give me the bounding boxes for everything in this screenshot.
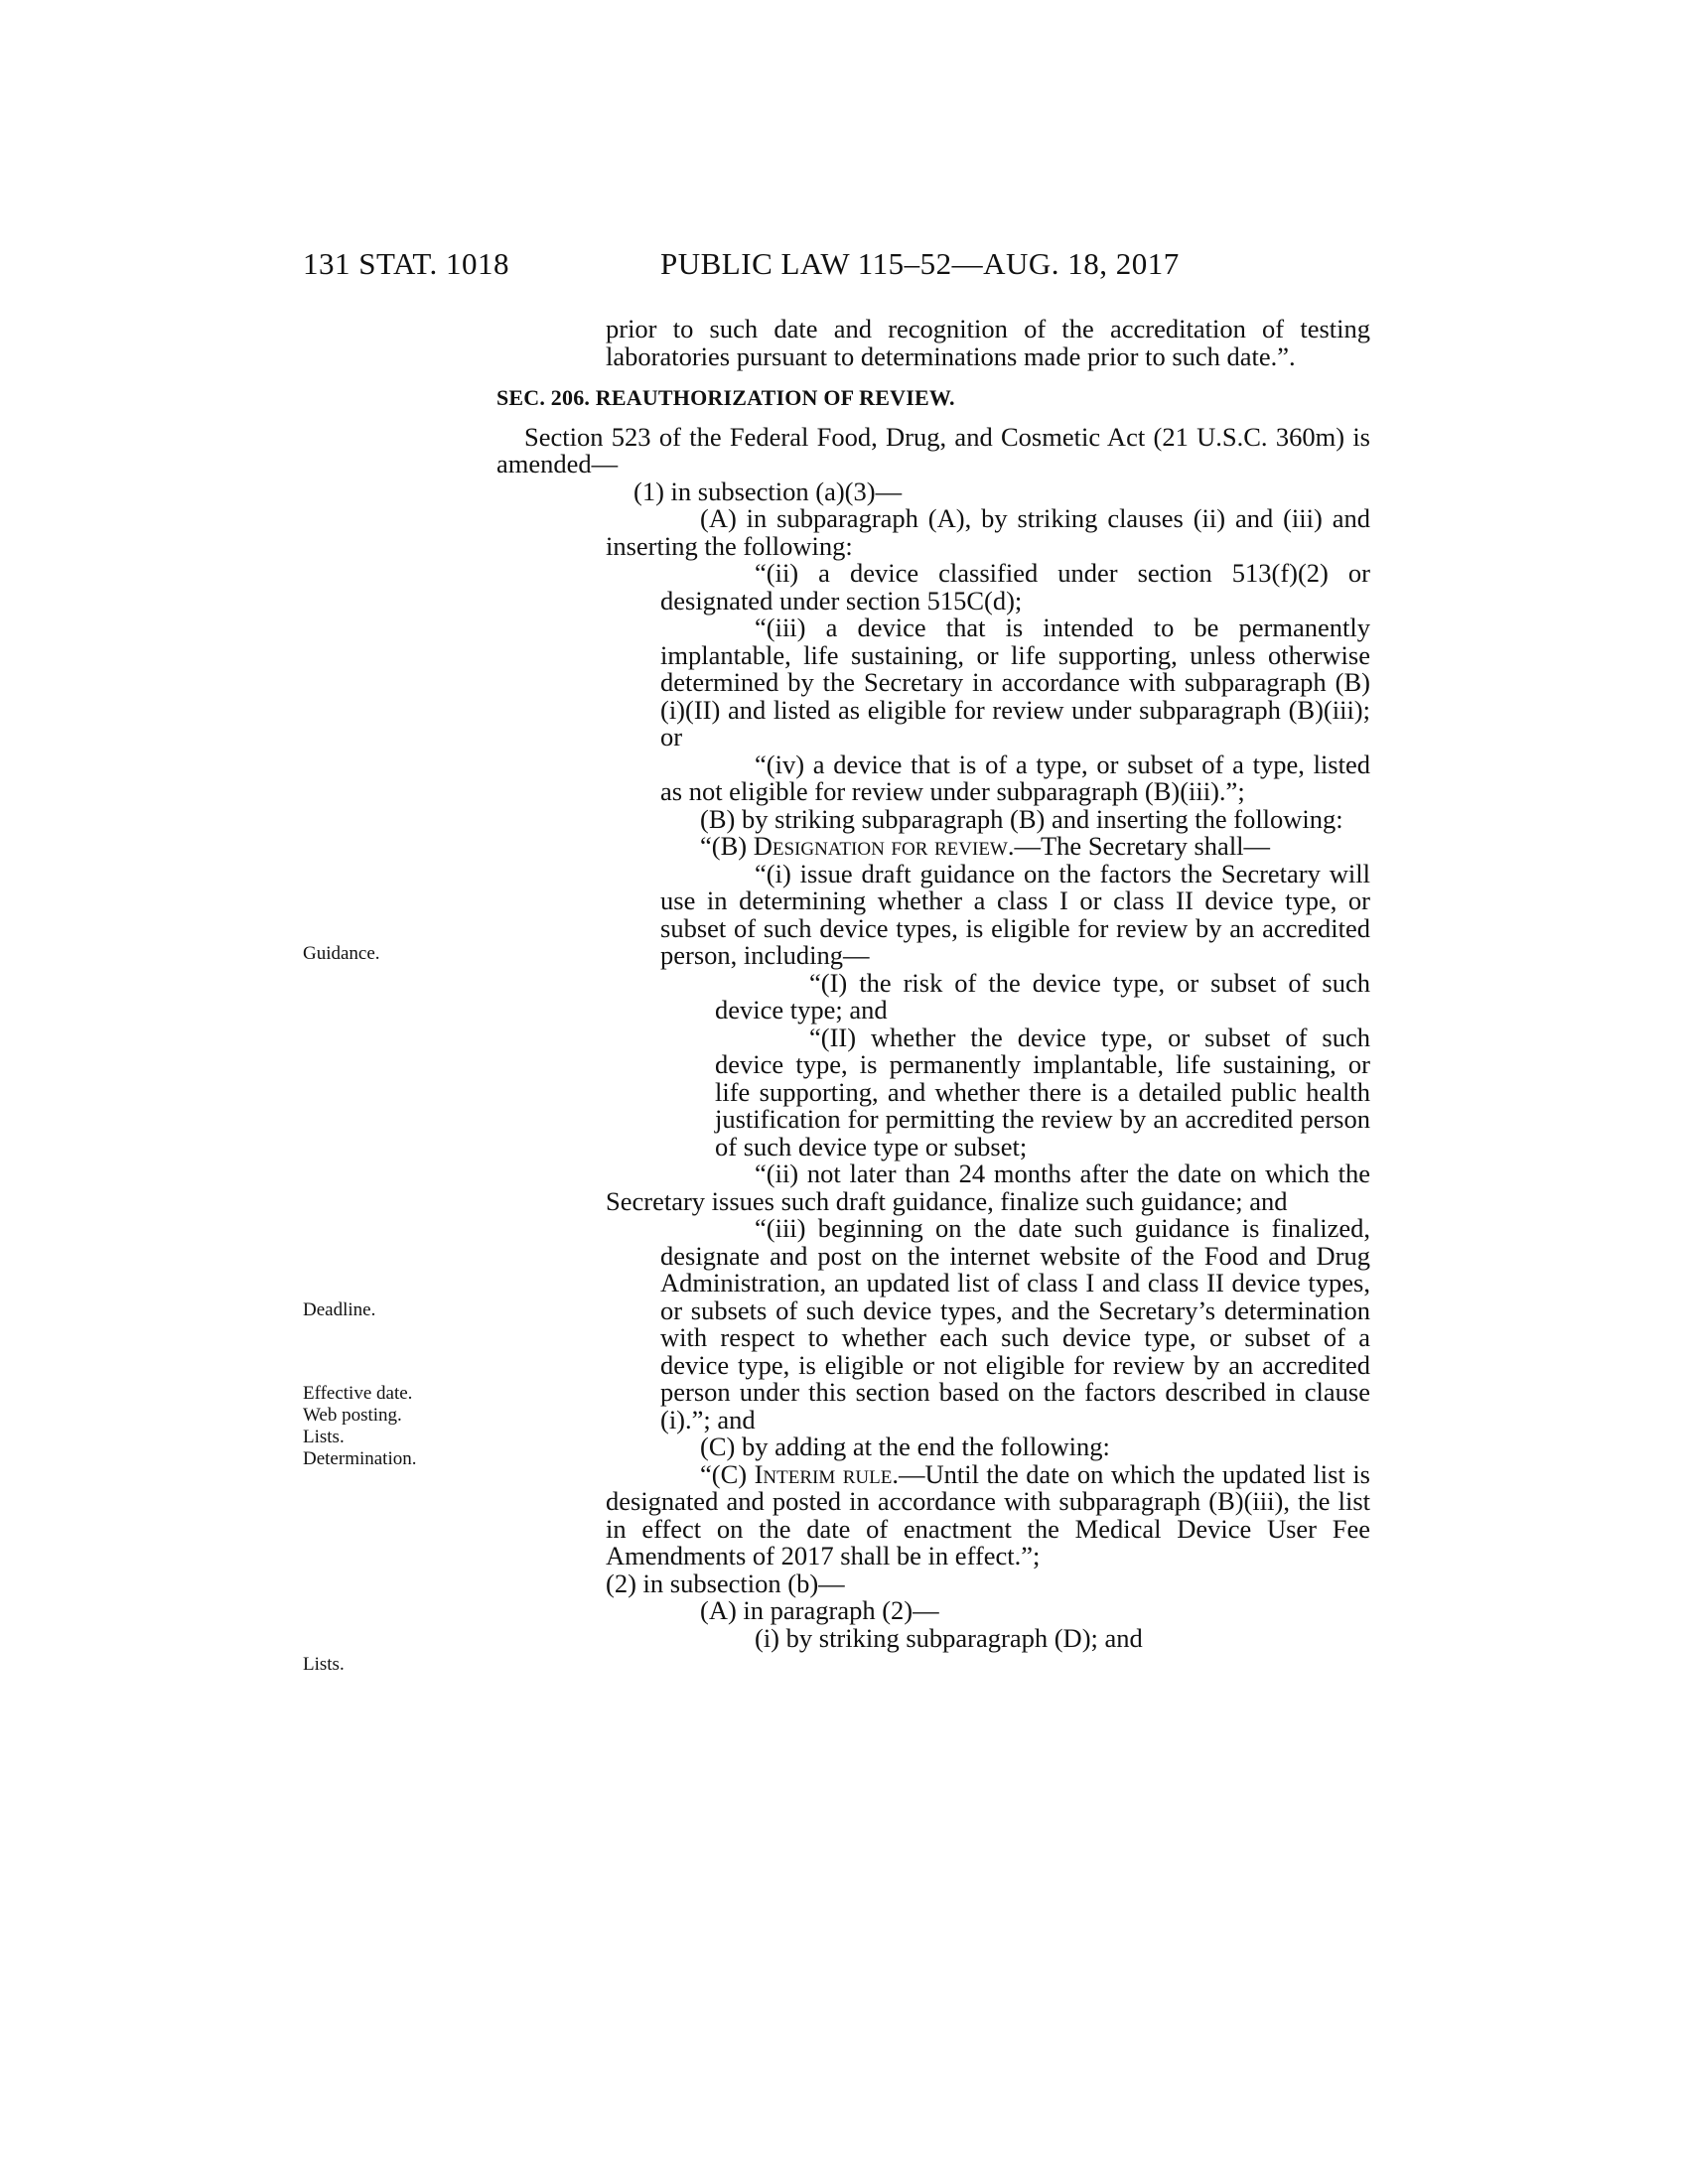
paragraph-2: (2) in subsection (b)— [606,1568,845,1598]
subclause-I: “(I) the risk of the device type, or subset of such device type; and [715,967,1370,1024]
page-header [0,246,1688,286]
subparagraph-c: (C) by adding at the end the following: [700,1432,1110,1461]
clause-ii: “(ii) a device classified under section 513(f)(2) or designated under section 515C(d); [660,558,1370,615]
clause-i-2: (i) by striking subparagraph (D); and [755,1622,1143,1653]
paragraph-1: (1) in subsection (a)(3)— [633,476,903,506]
public-law-title: PUBLIC LAW 115–52—AUG. 18, 2017 [660,246,1180,281]
margin-note-lists: Lists. [303,1654,345,1675]
clause-iii: “(iii) a device that is intended to be permanently implantable, life sustaining, or life supporting, unless otherwise determined by the Secretary in accordance with subparagraph (B)(i)(II) and listed as eligible for review under subparagraph (B)(iii); or [660,613,1370,751]
interim-rule: “(C) Interim rule.—Until the date on which the updated list is designated and posted in accordance with subparagraph (B)(iii), the list in effect on the date of enactment the Medical Device User Fee Amendments of 2017 shall be in effect.”; [606,1458,1370,1570]
margin-note-guidance: Guidance. [303,943,380,964]
paragraph-continuation: prior to such date and recognition of the accreditation of testing laboratories pursuant to determinations made prior to such date.”. [606,314,1370,371]
clause-iii-designation: “(iii) beginning on the date such guidance is finalized, designate and post on the internet website of the Food and Drug Administration, an updated list of class I and class II device types, or subsets of such device types, and the Secretary’s determination with respect to whether each such device type, or subset of a device type, is eligible or not eligible for review by an accredited person under this section based on the factors described in clause (i).”; and [660,1213,1370,1434]
subclause-II: “(II) whether the device type, or subset of such device type, is permanently implantable, life sustaining, or life supporting, and whether there is a detailed public health justification for permitting the review by an accredited person of such device type or subset; [715,1022,1370,1161]
designation-for-review: “(B) Designation for review.—The Secretary shall— [700,831,1271,861]
clause-i: “(i) issue draft guidance on the factors the Secretary will use in determining whether a class I or class II device type, or subset of such device types, is eligible for review by an accredited person, including— [660,858,1370,970]
subparagraph-a-2: (A) in paragraph (2)— [700,1595,939,1625]
clause-ii-deadline: “(ii) not later than 24 months after the date on which the Secretary issues such draft guidance, finalize such guidance; and [606,1159,1370,1216]
statute-citation: 131 STAT. 1018 [303,246,510,281]
section-heading: SEC. 206. REAUTHORIZATION OF REVIEW. [496,385,955,410]
margin-note-deadline: Deadline. [303,1299,376,1320]
paragraph-intro: Section 523 of the Federal Food, Drug, and Cosmetic Act (21 U.S.C. 360m) is amended— [496,421,1370,478]
margin-note-effective: Effective date. Web posting. Lists. Determination. [303,1383,417,1469]
document-body [496,316,1370,1652]
subparagraph-b: (B) by striking subparagraph (B) and inserting the following: [700,803,1343,834]
subparagraph-a: (A) in subparagraph (A), by striking clauses (ii) and (iii) and inserting the following: [606,503,1370,561]
clause-iv: “(iv) a device that is of a type, or subset of a type, listed as not eligible for review under subparagraph (B)(iii).”; [660,749,1370,806]
